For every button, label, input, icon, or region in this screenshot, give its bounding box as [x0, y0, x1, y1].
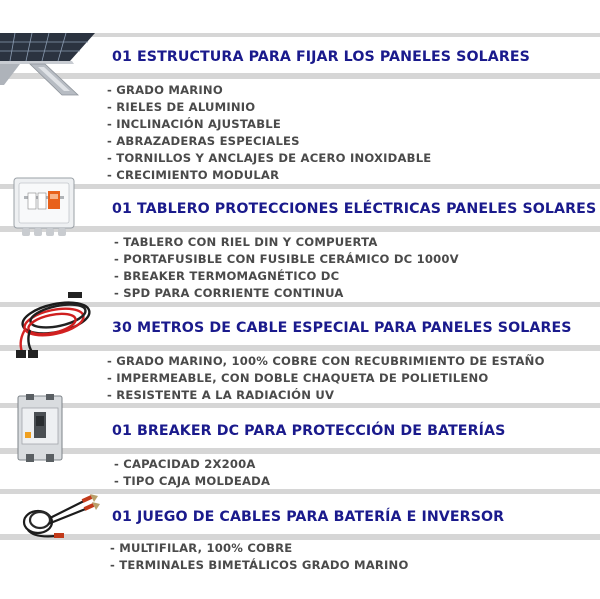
dc-breaker-icon: [16, 392, 64, 464]
product-feature: - ABRAZADERAS ESPECIALES: [107, 134, 300, 148]
product-feature: - RESISTENTE A LA RADIACIÓN UV: [107, 388, 335, 402]
solar-panel-structure-icon: [0, 33, 100, 99]
product-feature: - CAPACIDAD 2X200A: [114, 457, 256, 471]
product-feature: - BREAKER TERMOMAGNÉTICO DC: [114, 269, 340, 283]
electrical-panel-icon: [12, 176, 77, 240]
product-feature: - TIPO CAJA MOLDEADA: [114, 474, 271, 488]
product-title: 01 JUEGO DE CABLES PARA BATERÍA E INVERSOR: [112, 509, 505, 525]
product-feature: - GRADO MARINO, 100% COBRE CON RECUBRIMIENTO DE ESTAÑO: [107, 354, 545, 368]
section-header-bar: [0, 448, 600, 454]
section-divider: [0, 184, 600, 189]
solar-cable-icon: [6, 290, 98, 360]
product-feature: - TORNILLOS Y ANCLAJES DE ACERO INOXIDABLE: [107, 151, 432, 165]
product-feature: - INCLINACIÓN AJUSTABLE: [107, 117, 281, 131]
product-feature: - TABLERO CON RIEL DIN Y COMPUERTA: [114, 235, 378, 249]
product-feature: - PORTAFUSIBLE CON FUSIBLE CERÁMICO DC 1000V: [114, 252, 459, 266]
product-feature: - CRECIMIENTO MODULAR: [107, 168, 280, 182]
product-feature: - GRADO MARINO: [107, 83, 223, 97]
section-divider: [0, 403, 600, 408]
product-title: 30 METROS DE CABLE ESPECIAL PARA PANELES SOLARES: [112, 320, 572, 336]
product-feature: - TERMINALES BIMETÁLICOS GRADO MARINO: [110, 558, 409, 572]
product-feature: - MULTIFILAR, 100% COBRE: [110, 541, 293, 555]
product-feature: - IMPERMEABLE, CON DOBLE CHAQUETA DE POLIETILENO: [107, 371, 489, 385]
product-feature: - SPD PARA CORRIENTE CONTINUA: [114, 286, 344, 300]
product-title: 01 TABLERO PROTECCIONES ELÉCTRICAS PANELES SOLARES: [112, 201, 597, 217]
product-title: 01 BREAKER DC PARA PROTECCIÓN DE BATERÍAS: [112, 423, 506, 439]
battery-cables-icon: [16, 494, 100, 542]
product-feature: - RIELES DE ALUMINIO: [107, 100, 256, 114]
section-header-bar: [0, 226, 600, 232]
product-title: 01 ESTRUCTURA PARA FIJAR LOS PANELES SOLARES: [112, 49, 530, 65]
